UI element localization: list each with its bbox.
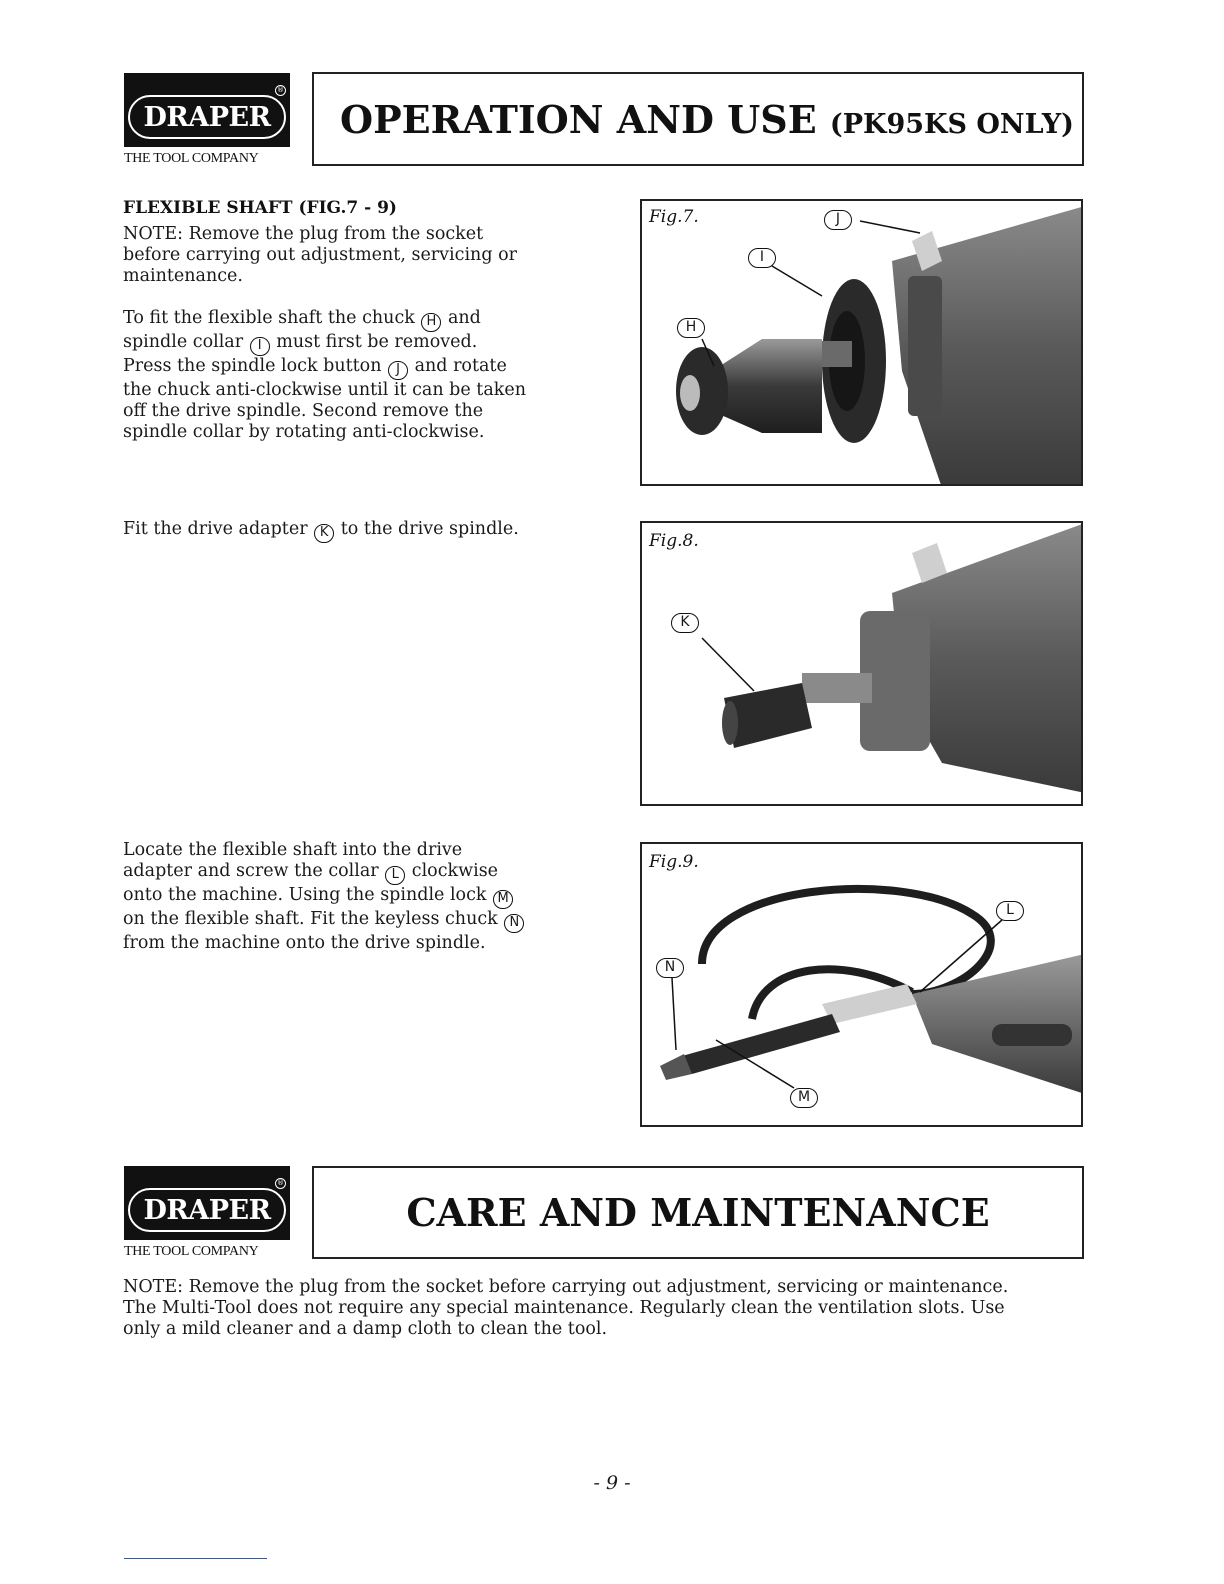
figure-8-caption: Fig.8. — [649, 531, 699, 551]
figure-7-photo — [642, 201, 1083, 486]
fit-line — [123, 356, 603, 380]
locate-line — [123, 861, 613, 885]
section-title-care: CARE AND MAINTENANCE — [406, 1190, 990, 1235]
label-m-marker: M — [790, 1088, 818, 1108]
label-n-marker: N — [656, 958, 684, 978]
logo-badge — [124, 73, 290, 147]
label-l-marker: L — [996, 901, 1024, 921]
adapter-paragraph — [123, 519, 603, 543]
flexible-shaft-heading: FLEXIBLE SHAFT (FIG.7 - 9) — [123, 198, 397, 218]
draper-logo-2 — [124, 1166, 290, 1260]
fit-line: off the drive spindle. Second remove the — [123, 401, 484, 421]
section-banner-care — [312, 1166, 1084, 1259]
logo-pill — [128, 95, 286, 139]
logo-tagline: THE TOOL COMPANY — [124, 1244, 259, 1259]
figure-7-caption: Fig.7. — [649, 207, 699, 227]
registered-mark: ® — [277, 86, 284, 94]
label-j-ref: J — [388, 361, 408, 380]
leader-i — [772, 266, 822, 296]
figure-9-caption: Fig.9. — [649, 852, 699, 872]
locate-line — [123, 909, 613, 933]
text: Fit the drive adapter — [123, 519, 314, 539]
note-line: maintenance. — [123, 266, 243, 286]
page-number: - 9 - — [593, 1472, 631, 1494]
care-line: NOTE: Remove the plug from the socket before carrying out adjustment, servicing or maintenance. — [123, 1277, 1009, 1297]
figure-9-photo — [642, 844, 1083, 1127]
leader-n — [672, 978, 676, 1050]
figure-8-photo — [642, 523, 1083, 806]
chuck-tip — [680, 375, 700, 411]
label-h-ref: H — [421, 313, 441, 332]
locate-line — [123, 885, 613, 909]
note-line: NOTE: Remove the plug from the socket — [123, 224, 484, 244]
text: To fit the flexible shaft the chuck — [123, 308, 421, 328]
leader-j — [860, 221, 920, 233]
text: and rotate — [409, 356, 507, 376]
note-paragraph — [123, 224, 603, 287]
label-i-ref: I — [250, 337, 270, 356]
label-h-marker: H — [677, 318, 705, 338]
text: clockwise — [406, 861, 499, 881]
label-m-ref: M — [493, 890, 513, 909]
text: onto the machine. Using the spindle lock — [123, 885, 493, 905]
text: adapter and screw the collar — [123, 861, 385, 881]
logo-wordmark: DRAPER — [143, 101, 271, 133]
text: must first be removed. — [270, 332, 478, 352]
title-paren: (PK95KS ONLY) — [829, 108, 1074, 140]
text: and — [442, 308, 481, 328]
figure-9 — [640, 842, 1083, 1127]
logo-badge — [124, 1166, 290, 1240]
label-l-ref: L — [385, 866, 405, 885]
fit-paragraph — [123, 308, 603, 443]
footer-rule — [124, 1558, 267, 1559]
title-main: OPERATION AND USE — [340, 96, 830, 142]
fit-line: the chuck anti-clockwise until it can be taken — [123, 380, 527, 400]
text: Press the spindle lock button — [123, 356, 388, 376]
logo-tagline: THE TOOL COMPANY — [124, 151, 259, 166]
registered-mark: ® — [277, 1179, 284, 1187]
label-k-ref: K — [314, 524, 334, 543]
handpiece — [682, 1014, 840, 1074]
logo-wordmark: DRAPER — [143, 1194, 271, 1226]
spindle-shaft — [802, 673, 872, 703]
section-banner-operation — [312, 72, 1084, 166]
leader-k — [702, 638, 754, 691]
label-n-ref: N — [504, 914, 524, 933]
text: on the flexible shaft. Fit the keyless chuck — [123, 909, 504, 929]
locate-paragraph — [123, 840, 613, 954]
locate-line: from the machine onto the drive spindle. — [123, 933, 486, 953]
note-line: before carrying out adjustment, servicing or — [123, 245, 517, 265]
section-title-operation — [340, 97, 1074, 142]
figure-7 — [640, 199, 1083, 486]
label-i-marker: I — [748, 248, 776, 268]
fit-line: spindle collar by rotating anti-clockwise. — [123, 422, 485, 442]
figure-8 — [640, 521, 1083, 806]
collar-sleeve — [822, 984, 917, 1024]
chuck — [712, 339, 822, 433]
label-j-marker: J — [824, 210, 852, 230]
logo-pill — [128, 1188, 286, 1232]
draper-logo — [124, 73, 290, 167]
thread-ring — [908, 276, 942, 416]
adapter-end — [722, 701, 738, 745]
locate-line: Locate the flexible shaft into the drive — [123, 840, 463, 860]
care-line: The Multi-Tool does not require any special maintenance. Regularly clean the ventilation slots. Use — [123, 1298, 1005, 1318]
fit-line — [123, 308, 603, 332]
adapter-line — [123, 519, 603, 543]
care-paragraph — [123, 1277, 1093, 1340]
flex-cable-loop — [702, 889, 991, 994]
care-line: only a mild cleaner and a damp cloth to clean the tool. — [123, 1319, 608, 1339]
logo-strip — [992, 1024, 1072, 1046]
fit-line — [123, 332, 603, 356]
label-k-marker: K — [671, 613, 699, 633]
text: to the drive spindle. — [335, 519, 519, 539]
text: spindle collar — [123, 332, 249, 352]
